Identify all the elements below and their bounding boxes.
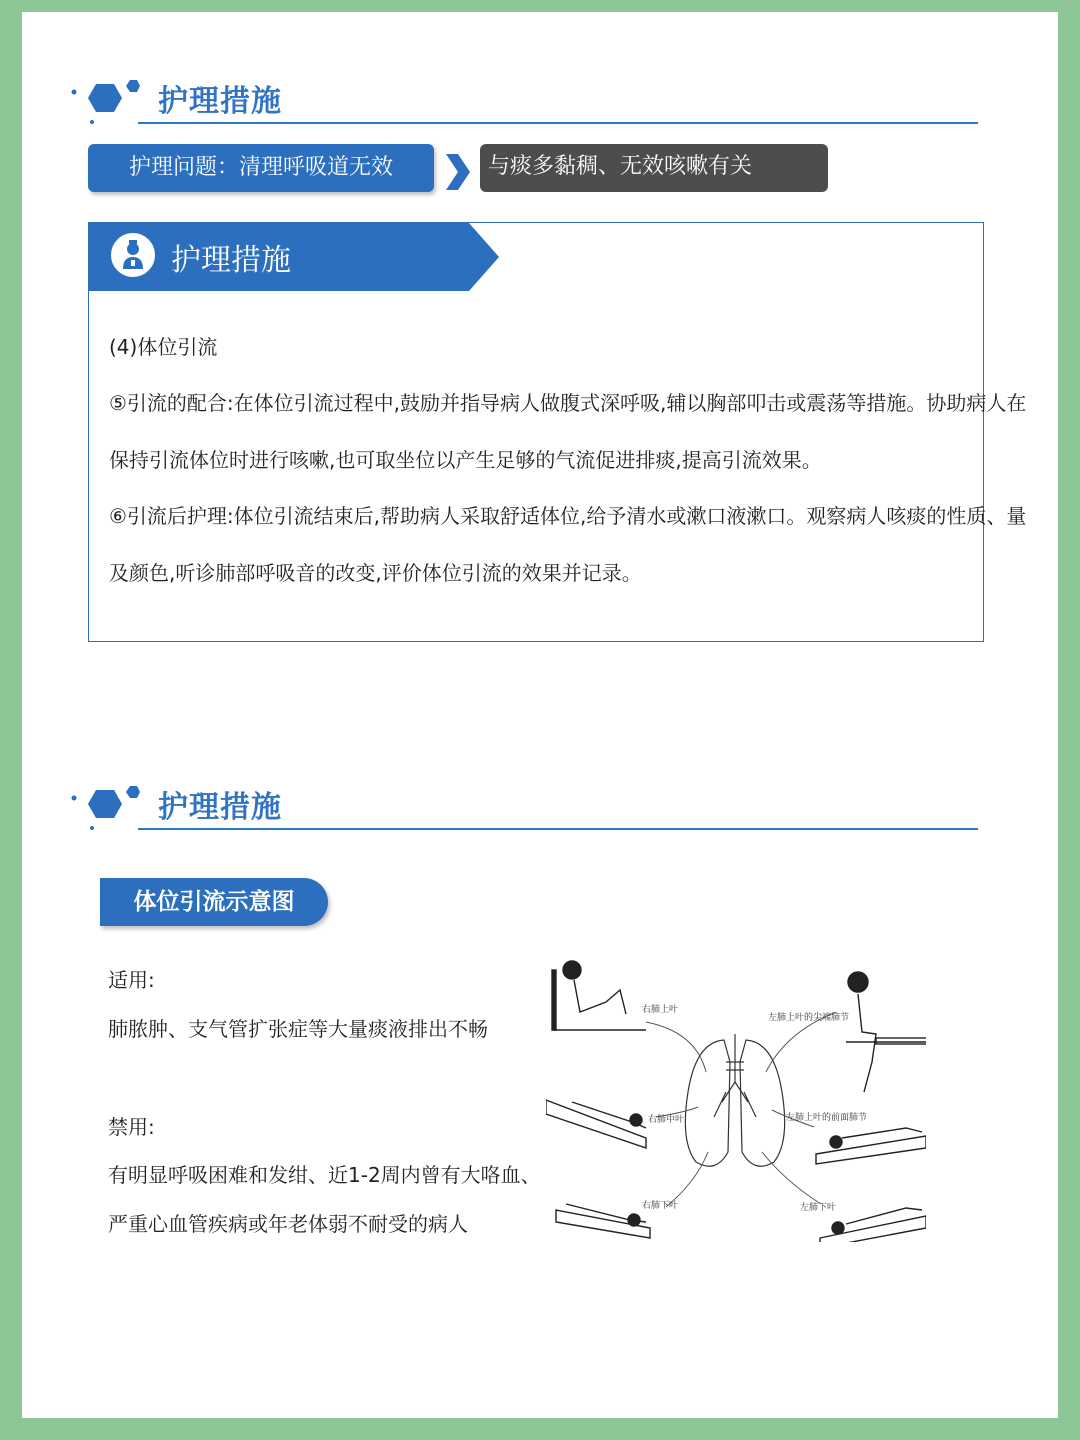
label-left-upper-anterior: 左肺上叶的前面肺节	[786, 1113, 868, 1123]
chevron-right-icon	[442, 152, 472, 192]
contraindications-line: 严重心血管疾病或年老体弱不耐受的病人	[108, 1212, 468, 1236]
nurse-icon	[109, 231, 157, 279]
hexagon-icon	[70, 782, 150, 842]
contraindications-line: 有明显呼吸困难和发绀、近1-2周内曾有大咯血、	[108, 1163, 541, 1187]
figure-right-lower	[556, 1204, 650, 1238]
postural-drainage-diagram	[546, 942, 926, 1242]
section-title: 护理措施	[158, 790, 282, 825]
indications-label: 适用:	[108, 968, 155, 992]
section-divider	[138, 122, 978, 124]
measures-title: 护理措施	[171, 243, 291, 278]
label-right-lower: 右肺下叶	[642, 1201, 679, 1211]
label-left-upper-apical: 左肺上叶的尖端肺节	[768, 1013, 850, 1023]
figure-right-upper	[552, 961, 646, 1030]
figure-left-upper-apical	[846, 972, 926, 1092]
measure-line: ⑤引流的配合:在体位引流过程中,鼓励并指导病人做腹式深呼吸,辅以胸部叩击或震荡等措施。协助病人在	[109, 391, 1027, 415]
lungs-illustration	[685, 1034, 784, 1166]
measure-line: 保持引流体位时进行咳嗽,也可取坐位以产生足够的气流促进排痰,提高引流效果。	[109, 448, 822, 472]
nursing-problem-box: 护理问题：清理呼吸道无效	[88, 144, 434, 192]
label-right-middle: 右肺中叶	[648, 1115, 685, 1125]
indications-text: 肺脓肿、支气管扩张症等大量痰液排出不畅	[108, 1017, 488, 1041]
section-divider	[138, 828, 978, 830]
label-right-upper: 右肺上叶	[642, 1005, 679, 1015]
measure-line: (4)体位引流	[109, 335, 218, 359]
section-header-2	[22, 774, 1058, 844]
figure-right-middle	[546, 1100, 646, 1148]
section-header-1	[22, 68, 1058, 138]
page	[22, 12, 1058, 1418]
figure-left-upper-anterior	[816, 1128, 926, 1164]
measures-panel	[88, 222, 1027, 642]
reason-box: 与痰多黏稠、无效咳嗽有关	[480, 144, 828, 192]
section-title: 护理措施	[158, 84, 282, 119]
measure-line: 及颜色,听诊肺部呼吸音的改变,评价体位引流的效果并记录。	[109, 561, 642, 585]
label-left-lower: 左肺下叶	[800, 1203, 837, 1213]
diagram-subtitle-pill: 体位引流示意图	[100, 878, 328, 926]
hexagon-icon	[70, 76, 150, 136]
contraindications-label: 禁用:	[108, 1115, 155, 1139]
measure-line: ⑥引流后护理:体位引流结束后,帮助病人采取舒适体位,给予清水或漱口液漱口。观察病人咳痰的性质、量	[109, 504, 1027, 528]
figure-left-lower	[820, 1208, 926, 1242]
